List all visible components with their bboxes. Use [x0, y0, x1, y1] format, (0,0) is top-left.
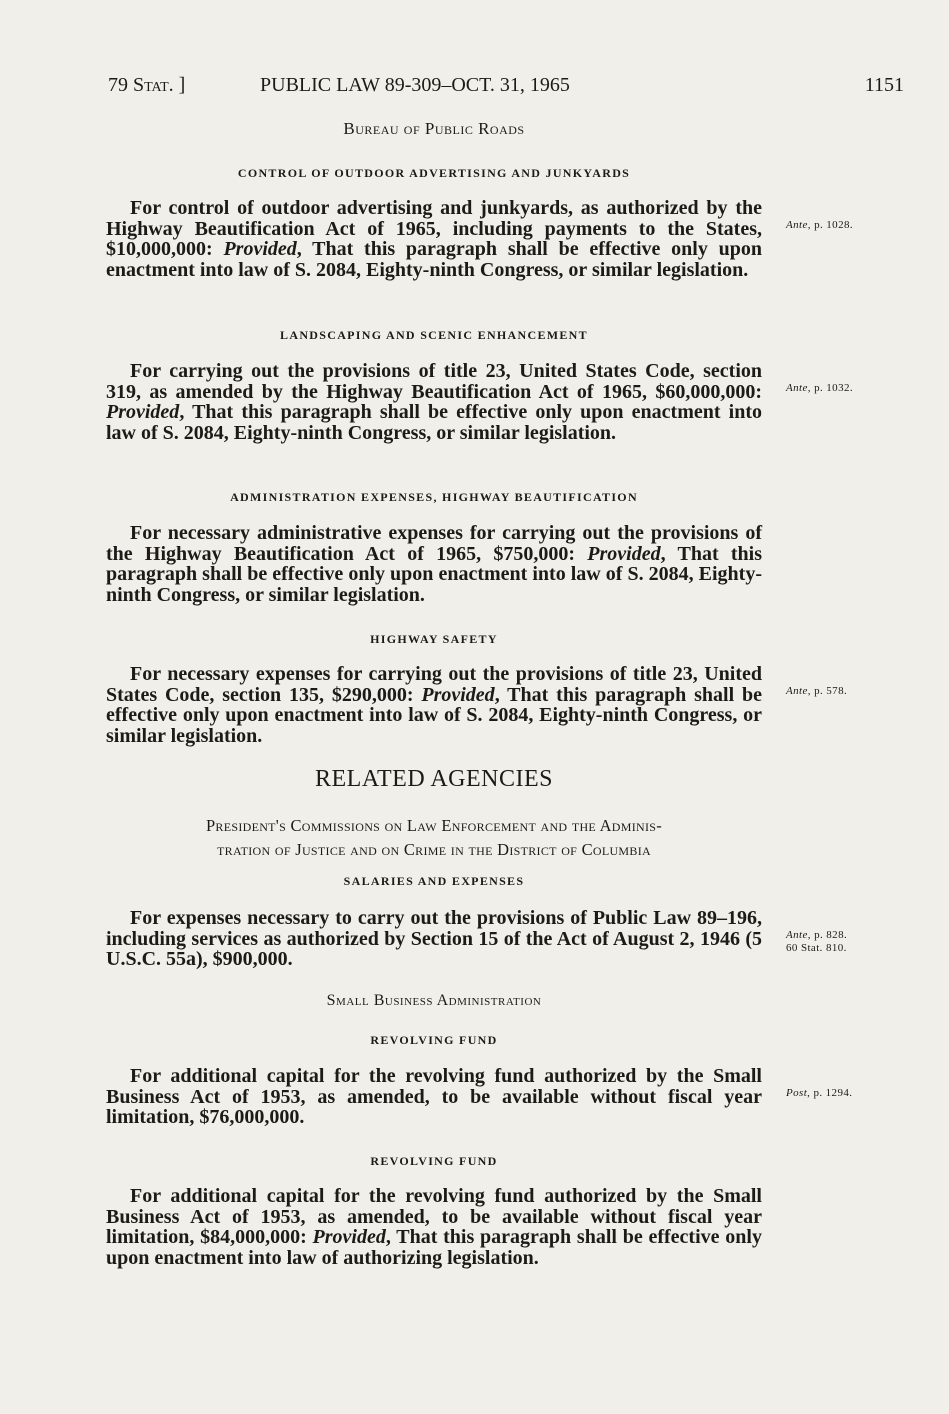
- related-agencies-heading: RELATED AGENCIES: [315, 766, 553, 792]
- paragraph-revolving-fund-1: For additional capital for the revolving fund authorized by the Small Business Act of 1953, as amended, to be available without fiscal year limitation, $76,000,000.: [106, 1065, 762, 1129]
- paragraph-administration: [106, 523, 762, 605]
- paragraph-text: , That this paragraph shall be effective only upon enactment into law of S. 2084, Eighty-ninth Congress, or similar legislation.: [106, 238, 762, 281]
- section-heading-outdoor-advertising: CONTROL OF OUTDOOR ADVERTISING AND JUNKYARDS: [237, 166, 631, 180]
- margin-page: , p. 1032.: [807, 382, 854, 394]
- section-heading-revolving-fund-2: REVOLVING FUND: [370, 1154, 498, 1168]
- commission-heading-line-1: President's Commissions on Law Enforcement and the Adminis-: [205, 816, 663, 835]
- margin-page: , p. 578.: [807, 685, 848, 697]
- margin-note-578: [786, 685, 847, 698]
- margin-stat-ref: 60 Stat. 810.: [786, 942, 847, 954]
- section-heading-salaries: SALARIES AND EXPENSES: [343, 874, 525, 888]
- section-heading-highway-safety: HIGHWAY SAFETY: [370, 632, 498, 646]
- bureau-heading: Bureau of Public Roads: [343, 119, 525, 138]
- section-heading-landscaping: LANDSCAPING AND SCENIC ENHANCEMENT: [280, 328, 588, 342]
- commission-heading-line-2: tration of Justice and on Crime in the District of Columbia: [217, 840, 651, 859]
- section-heading-administration: ADMINISTRATION EXPENSES, HIGHWAY BEAUTIFICATION: [230, 490, 638, 504]
- paragraph-text: , That this paragraph shall be effective only upon enactment into law of S. 2084, Eighty-ninth Congress, or similar legislation.: [106, 542, 762, 606]
- margin-ref: Ante: [786, 219, 808, 231]
- provided-term: Provided: [312, 1226, 386, 1249]
- paragraph-salaries: For expenses necessary to carry out the provisions of Public Law 89–196, including services as authorized by Section 15 of the Act of August 2, 1946 (5 U.S.C. 55a), $900,000.: [106, 907, 762, 971]
- margin-ref: Ante: [786, 382, 808, 394]
- commission-heading: [106, 814, 762, 862]
- provided-term: Provided: [587, 542, 661, 565]
- paragraph-outdoor-advertising: [106, 198, 762, 280]
- paragraph-text: , That this paragraph shall be effective only upon enactment into law of S. 2084, Eighty-ninth Congress, or similar legislation.: [106, 401, 762, 444]
- margin-page: , p. 1028.: [807, 219, 854, 231]
- margin-ref: Ante: [786, 685, 808, 697]
- header-law-title: PUBLIC LAW 89-309–OCT. 31, 1965: [260, 74, 570, 96]
- margin-note-1032: [786, 382, 853, 395]
- sba-heading: Small Business Administration: [326, 992, 542, 1009]
- margin-page: , p. 828.: [807, 929, 848, 941]
- paragraph-text: For control of outdoor advertising and junkyards, as authorized by the Highway Beautification Act of 1965, including payments to the States, $10,000,000:: [106, 197, 762, 261]
- page-header: [108, 74, 904, 102]
- margin-ref: Ante: [786, 929, 808, 941]
- section-heading-revolving-fund-1: REVOLVING FUND: [370, 1033, 498, 1047]
- paragraph-revolving-fund-2: [106, 1186, 762, 1268]
- margin-ref: Post: [786, 1087, 808, 1099]
- provided-term: Provided: [421, 683, 495, 706]
- margin-page: , p. 1294.: [807, 1087, 853, 1099]
- paragraph-text: For necessary expenses for carrying out the provisions of title 23, United States Code, section 135, $290,000:: [106, 663, 762, 706]
- margin-note-1028: [786, 219, 853, 232]
- paragraph-text: For additional capital for the revolving fund authorized by the Small Business Act of 1953, as amended, to be available without fiscal year limitation, $84,000,000:: [106, 1185, 762, 1249]
- paragraph-text: , That this paragraph shall be effective only upon enactment into law of authorizing legislation.: [106, 1226, 762, 1269]
- margin-note-828: [786, 929, 847, 955]
- provided-term: Provided: [106, 401, 180, 424]
- provided-term: Provided: [223, 238, 297, 261]
- header-volume: 79 Stat. ]: [108, 74, 186, 96]
- paragraph-text: For necessary administrative expenses for carrying out the provisions of the Highway Beautification Act of 1965, $750,000:: [106, 522, 762, 565]
- paragraph-landscaping: [106, 361, 762, 443]
- paragraph-text: For carrying out the provisions of title 23, United States Code, section 319, as amended by the Highway Beautification Act of 1965, $60,000,000:: [106, 360, 762, 403]
- paragraph-highway-safety: [106, 664, 762, 746]
- paragraph-text: , That this paragraph shall be effective only upon enactment into law of S. 2084, Eighty-ninth Congress, or similar legislation.: [106, 683, 762, 747]
- margin-note-1294: [786, 1087, 852, 1100]
- header-page-number: 1151: [864, 74, 904, 96]
